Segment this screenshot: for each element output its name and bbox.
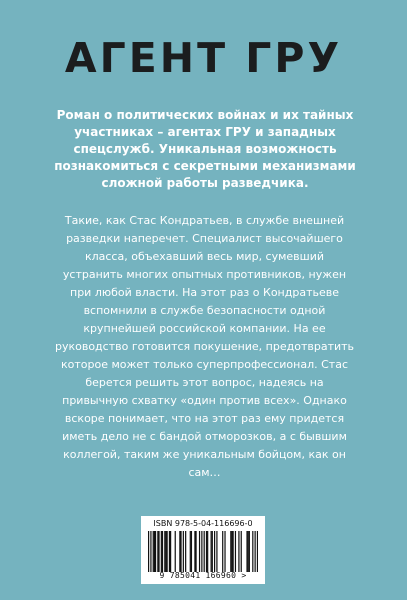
- barcode-bar: [180, 531, 181, 572]
- barcode-bar: [150, 531, 151, 572]
- barcode-bar: [207, 531, 208, 572]
- barcode-bar: [252, 531, 253, 572]
- barcode-bar: [201, 531, 202, 572]
- barcode-bar: [164, 531, 165, 572]
- barcode-bar: [179, 531, 180, 572]
- barcode-bar: [255, 531, 256, 572]
- barcode-bar: [185, 531, 186, 572]
- barcode-bar: [224, 531, 225, 572]
- barcode-bar: [214, 531, 215, 572]
- barcode-bar: [161, 531, 162, 572]
- barcode-bar: [195, 531, 196, 572]
- barcode-bar: [183, 531, 184, 572]
- barcode-bar: [230, 531, 231, 572]
- barcode-bar: [257, 531, 258, 572]
- barcode-bar: [231, 531, 232, 572]
- book-description: Такие, как Стас Кондратьев, в службе внешней разведки наперечет. Специалист высочайшего класса, объехавший весь мир, сумевший устранить многих опытных противников, нужен при любой власти. На этот раз о Кондратьеве вспомнили в службе безопасности одной крупнейшей российской компании. На ее руководство готовится покушение, предотвратить которое может только суперпрофессионал. Стас берется решить этот вопрос, надеясь на привычную схватку «один против всех». Однако вскоре понимает, что на этот раз ему придется иметь дело не с бандой отморозков, а с бывшим коллегой, таким же уникальным бойцом, как он сам…: [54, 214, 355, 479]
- barcode-bar: [194, 531, 195, 572]
- barcode-bar: [191, 531, 192, 572]
- barcode-bar: [158, 531, 159, 572]
- barcode-bar: [157, 531, 158, 572]
- book-summary: Роман о политических войнах и их тайных участниках – агентах ГРУ и западных спецслужб. Уникальная возможность познакомиться с секретными механизмами сложной работы разведчика.: [54, 108, 356, 190]
- barcode-bar: [167, 531, 168, 572]
- isbn-barcode-block: [141, 516, 265, 584]
- barcode-digits: 9 785041 166960 >: [159, 571, 247, 580]
- barcode-bar: [248, 531, 249, 572]
- barcode-bar: [169, 531, 170, 572]
- barcode-bar: [241, 531, 242, 572]
- barcode-bar: [199, 531, 200, 572]
- barcode-bar: [170, 531, 171, 572]
- barcode-bar: [235, 531, 236, 572]
- barcode-bar: [211, 531, 212, 572]
- barcode-bar: [238, 531, 239, 572]
- barcode-bar: [222, 531, 223, 572]
- barcode-bar: [153, 531, 154, 572]
- barcode-bar: [216, 531, 217, 572]
- book-title: АГЕНТ ГРУ: [64, 34, 343, 82]
- barcode-bar: [165, 531, 166, 572]
- barcode-bar: [204, 531, 205, 572]
- barcode-bar: [154, 531, 155, 572]
- barcode-bars: [148, 531, 258, 572]
- barcode-bar: [148, 531, 149, 572]
- barcode-bar: [206, 531, 207, 572]
- barcode-bar: [175, 531, 176, 572]
- barcode-bar: [162, 531, 163, 572]
- barcode-bar: [212, 531, 213, 572]
- barcode-bar: [233, 531, 234, 572]
- barcode-bar: [155, 531, 156, 572]
- barcode-bar: [249, 531, 250, 572]
- barcode-bar: [246, 531, 247, 572]
- isbn-label: ISBN 978-5-04-116696-0: [153, 519, 253, 528]
- barcode-bar: [190, 531, 191, 572]
